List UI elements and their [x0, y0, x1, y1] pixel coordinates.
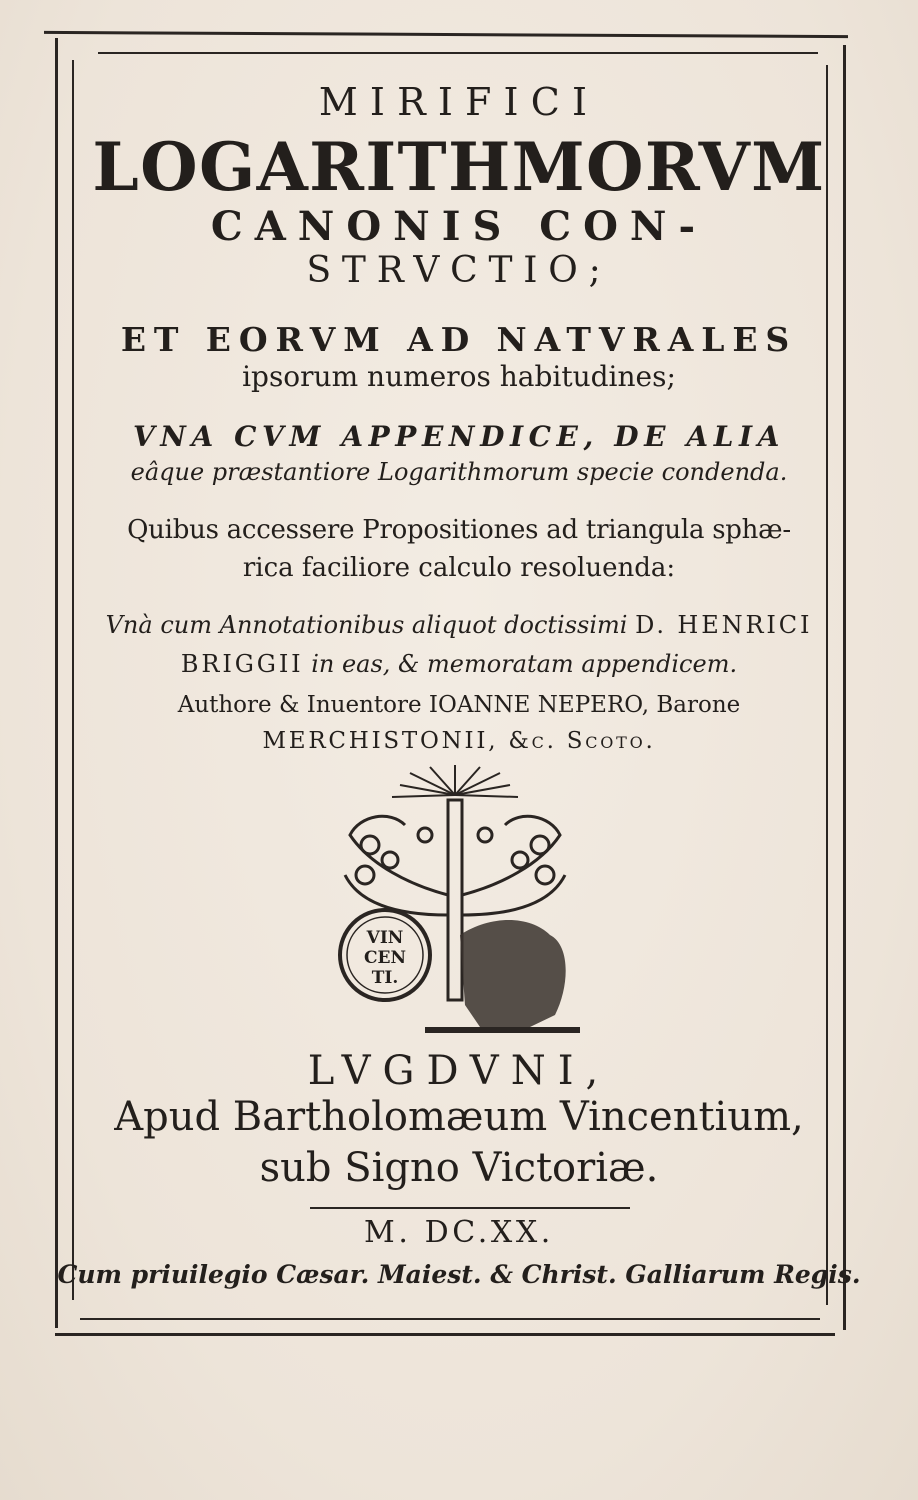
title-line-2: LOGARITHMORVM	[92, 128, 826, 206]
motto-line-3: TI.	[371, 968, 399, 988]
title-line-1: MIRIFICI	[318, 80, 600, 124]
appendix-line-2: eâque præstantiore Logarithmorum specie condenda.	[130, 458, 788, 486]
annotations-line-2	[0, 650, 918, 678]
date-rule	[310, 1207, 630, 1209]
motto-line-2: CEN	[363, 948, 407, 968]
torch-column	[448, 800, 462, 1000]
author-line-1: Authore & Inuentore IOANNE NEPERO, Barone	[177, 692, 741, 718]
frame-bottom-inner	[80, 1318, 820, 1320]
author-line-2: MERCHISTONII, &c. Scoto.	[262, 728, 656, 754]
henrici-name: D. HENRICI	[635, 611, 813, 639]
appendix-line-1: VNA CVM APPENDICE, DE ALIA	[132, 420, 786, 453]
frame-top-inner	[98, 52, 818, 54]
annotations-italic-2: in eas, & memoratam appendicem.	[311, 650, 738, 678]
propositions-line-2: rica faciliore calculo resoluenda:	[242, 553, 676, 583]
annotations-italic-1: Vnà cum Annotationibus aliquot doctissimi	[105, 611, 628, 639]
frame-bottom-outer	[55, 1333, 835, 1336]
subtitle-line-1: ET EORVM AD NATVRALES	[120, 320, 798, 359]
imprint-printer: Apud Bartholomæum Vincentium,	[114, 1094, 804, 1140]
annotations-line-1	[0, 611, 918, 639]
laurel-branches-icon	[345, 816, 565, 915]
lion-figure	[460, 920, 566, 1027]
imprint-date: M. DC.XX.	[364, 1215, 554, 1250]
motto-line-1: VIN	[366, 928, 404, 948]
imprint-sign: sub Signo Victoriæ.	[259, 1145, 659, 1191]
privilege-line: Cum priuilegio Cæsar. Maiest. & Christ. Galliarum Regis.	[57, 1260, 861, 1289]
radiant-flame-icon	[392, 765, 518, 797]
subtitle-line-2: ipsorum numeros habitudines;	[242, 360, 676, 393]
propositions-line-1: Quibus accessere Propositiones ad triangula sphæ-	[127, 515, 791, 545]
frame-top-outer	[44, 31, 848, 38]
emblem-base	[425, 1027, 580, 1033]
printers-device-emblem	[330, 765, 580, 1045]
title-line-4: STRVCTIO;	[306, 250, 612, 291]
briggii-name: BRIGGII	[180, 650, 304, 678]
title-line-3: CANONIS CON-	[210, 203, 708, 250]
imprint-city: LVGDVNI,	[307, 1048, 611, 1094]
